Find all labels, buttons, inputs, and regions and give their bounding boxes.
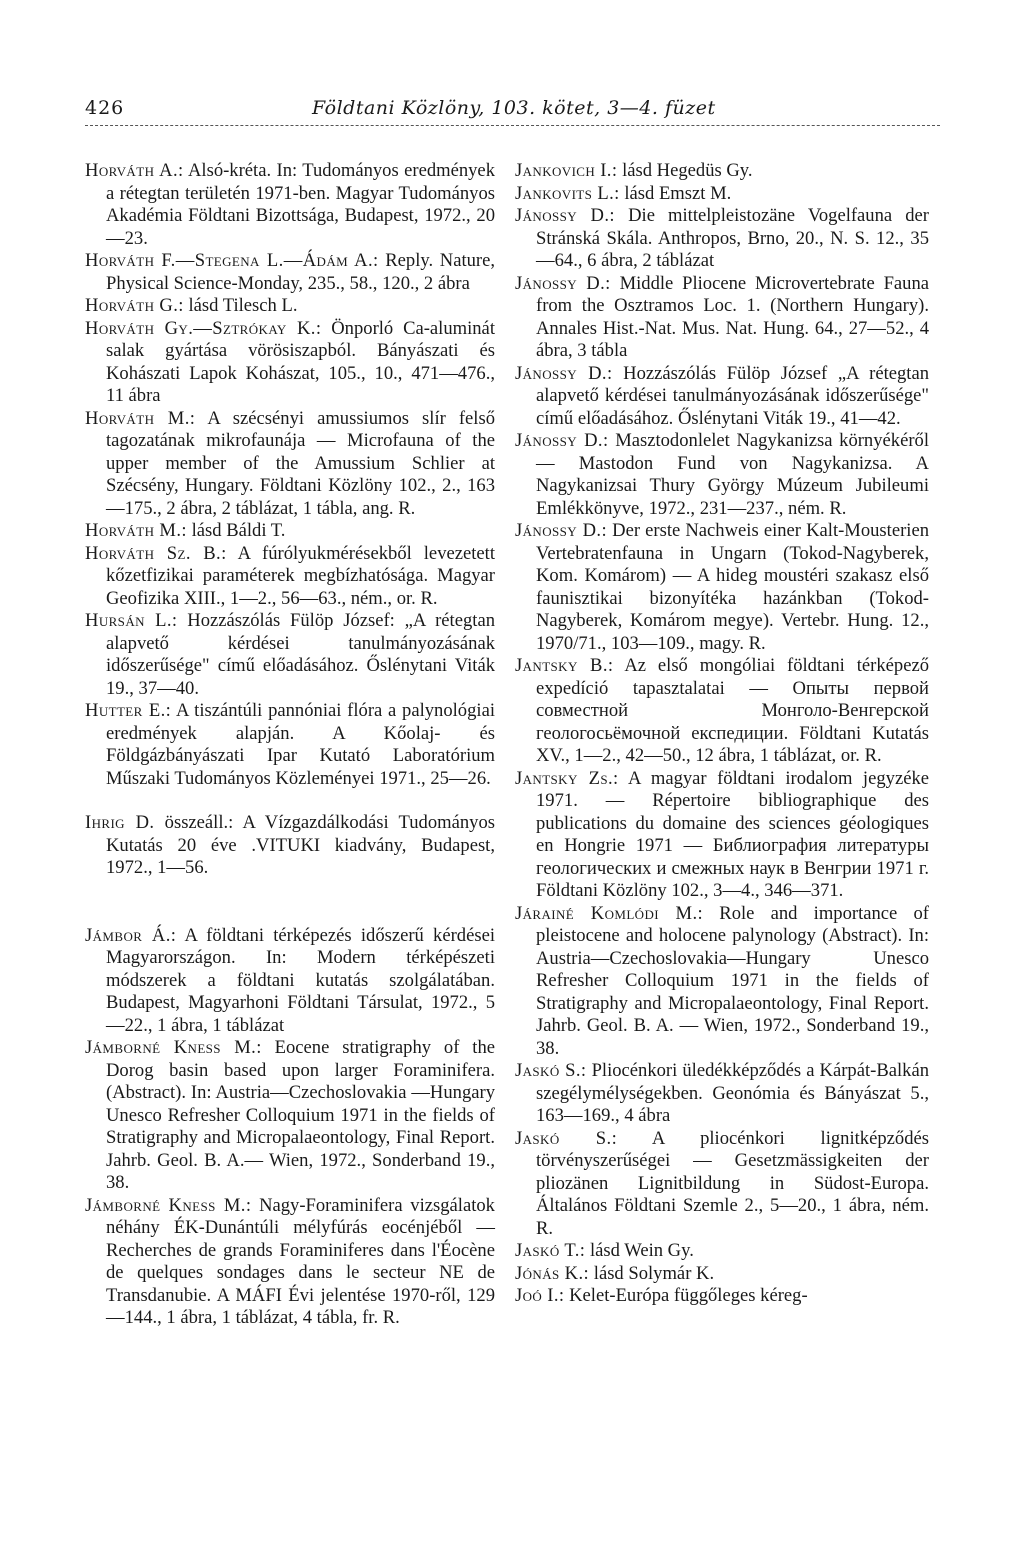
bibliography-entry (85, 250, 495, 295)
entry-author: Horváth M.: (85, 520, 187, 541)
right-column (515, 160, 929, 1308)
header-rule (85, 125, 940, 126)
bibliography-entry (85, 925, 495, 1038)
bibliography-entry (515, 183, 929, 206)
bibliography-entry (515, 1060, 929, 1128)
bibliography-entry (515, 1128, 929, 1241)
bibliography-entry (515, 768, 929, 903)
entry-author: Horváth G.: (85, 295, 184, 316)
bibliography-entry (85, 543, 495, 611)
entry-author: Ihrig D. (85, 812, 155, 833)
bibliography-entry (85, 318, 495, 408)
entry-text: Reply. Nature, Physical Science-Monday, 235., 58., 120., 2 ábra (106, 250, 496, 294)
entry-text: Hozzászólás Fülöp József „A rétegtan alapvető kérdései tanulmányozásának időszerűsége" című előadásához. Őslénytani Viták 19., 41—42. (536, 362, 929, 429)
entry-author: Jámborné Kness M.: (85, 1194, 252, 1216)
entry-text: Kelet-Európa függőleges kéreg- (564, 1285, 808, 1306)
entry-text: lásd Emszt M. (619, 182, 732, 204)
entry-text: Die mittelpleistozäne Vogelfauna der Stránská Skála. Anthropos, Brno, 20., N. S. 12., 35—64., 6 ábra, 2 táblázat (536, 205, 929, 271)
entry-author: Járainé Komlódi M.: (515, 902, 704, 924)
bibliography-entry (85, 1037, 495, 1195)
bibliography-entry (515, 430, 929, 520)
entry-text: A földtani térképezés időszerű kérdései Magyarországon. In: Modern térképészeti módszerek a földtani kutatás szolgálatában. Budapest, Magyarhoni Földtani Társulat, 1972., 5—22., 1 ábra, 1 táblázat (106, 924, 495, 1036)
entry-author: Jantsky Zs.: (515, 767, 619, 789)
entry-author: Joó I.: (515, 1285, 565, 1306)
bibliography-entry (515, 160, 929, 183)
entry-text: lásd Báldi T. (186, 520, 286, 541)
left-column (85, 160, 495, 1330)
entry-text: Alsó-kréta. In: Tudományos eredmények a rétegtan területén 1971-ben. Magyar Tudományos Akadémia Földtani Bizottsága, Budapest, 1972., 20—23. (106, 160, 495, 249)
entry-text: Der erste Nachweis einer Kalt-Mousterien Vertebratenfauna in Ungarn (Tokod-Nagyberek, Kom. Komárom) — A hideg moustéri szakasz első faunisztikai bizonyítéka hazánkban (Tokod-Nagyberek, Komárom megye). Vertebr. Hung. 12., 1970/71., 103—109., magy. R. (536, 520, 929, 654)
bibliography-entry (515, 655, 929, 768)
entry-text: A tiszántúli pannóniai flóra a palynológiai eredmények alapján. A Kőolaj- és Földgázbányászati Ipar Kutató Laboratórium Műszaki Tudományos Közleményei 1971., 25—26. (106, 700, 495, 789)
entry-text: Nagy-Foraminifera vizsgálatok néhány ÉK-Dunántúli mélyfúrás eocénjéből — Recherches de grands Foraminiferes dans l'Éocène de quelques sondages dans le secteur NE de Transdanubie. A MÁFI Évi jelentése 1970-ről, 129—144., 1 ábra, 1 táblázat, 4 tábla, fr. R. (106, 1194, 495, 1328)
page-number: 426 (85, 97, 125, 119)
entry-author: Jankovich I.: (515, 160, 618, 181)
entry-text: lásd Solymár K. (589, 1262, 715, 1284)
entry-text: A szécsényi amussiumos slír felső tagozatának mikrofaunája — Microfauna of the upper member of the Amussium Schlier at Szécsény, Hungary. Földtani Közlöny 102., 2., 163—175., 2 ábra, 2 táblázat, 1 tábla, ang. R. (106, 407, 495, 519)
entry-author: Horváth M.: (85, 407, 196, 429)
entry-text: A fúrólyukmérésekből levezetett kőzetfizikai paraméterek megbízhatósága. Magyar Geofizika XIII., 1—2., 56—63., ném., or. R. (106, 542, 495, 609)
entry-text: lásd Hegedüs Gy. (617, 160, 753, 181)
bibliography-entry (515, 363, 929, 431)
entry-author: Jámborné Kness M.: (85, 1037, 262, 1058)
entry-text: lásd Wein Gy. (585, 1240, 694, 1261)
entry-author: Jánossy D.: (515, 272, 611, 294)
entry-author: Jánossy D.: (515, 520, 608, 541)
entry-author: Jaskó S.: (515, 1060, 587, 1081)
bibliography-entry (515, 903, 929, 1061)
bibliography-entry (515, 205, 929, 273)
bibliography-entry (85, 295, 495, 318)
entry-text: lásd Tilesch L. (183, 295, 298, 316)
entry-text: Masztodonlelet Nagykanizsa környékéről — Mastodon Fund von Nagykanizsa. A Nagykanizsai Thury György Múzeum Jubileumi Emlékkönyve, 1972., 231—237., ném. R. (536, 430, 929, 519)
entry-author: Horváth Gy.—Sztrókay K.: (85, 317, 322, 339)
bibliography-entry (85, 1195, 495, 1330)
bibliography-entry (85, 160, 495, 250)
entry-author: Jankovits L.: (515, 182, 620, 204)
entry-text: Middle Pliocene Microvertebrate Fauna from the Osztramos Loc. 1. (Northern Hungary). Annales Hist.-Nat. Mus. Nat. Hung. 64., 27—52., 4 ábra, 3 tábla (536, 272, 930, 361)
bibliography-entry (515, 1285, 929, 1308)
entry-author: Hutter E.: (85, 700, 172, 721)
entry-text: Pliocénkori üledékképződés a Kárpát-Balkán szegélymélységekben. Geonómia és Bányászat 5., 163—169., 4 ábra (536, 1060, 929, 1126)
entry-author: Horváth F.—Stegena L.—Ádám A.: (85, 250, 379, 271)
entry-text: Hozzászólás Fülöp József: „A rétegtan alapvető kérdései tanulmányozásának időszerűsége" című előadásához. Őslénytani Viták 19., 37—40. (106, 610, 495, 699)
bibliography-entry (515, 1240, 929, 1263)
entry-author: Jónás K.: (515, 1262, 590, 1284)
entry-text: A pliocénkori lignitképződés törvényszerűségei — Gesetzmässigkeiten der pliozänen Lignitbildung in Südost-Europa. Általános Földtani Szemle 2., 5—20., 1 ábra, ném. R. (536, 1127, 929, 1239)
entry-author: Horváth Sz. B.: (85, 542, 227, 564)
entry-author: Jámbor Á.: (85, 924, 177, 946)
entry-author: Jánossy D.: (515, 362, 613, 384)
entry-text: Az első mongóliai földtani térképező expedíció tapasztalatai — Опыты первой совместной Монголо-Венгерской геологосьёмочной експедиции. Földtani Kutatás XV., 1—2., 42—50., 12 ábra, 1 táblázat, or. R. (536, 655, 929, 766)
entry-text: Eocene stratigraphy of the Dorog basin based upon larger Foraminifera. (Abstract). In: Austria—Czechoslovakia —Hungary Unesco Refresher Colloquium 1971 in the fields of Stratigraphy and Micropalaeontology, Final Report. Jahrb. Geol. B. A.— Wien, 1972., Sonderband 19., 38. (106, 1037, 495, 1193)
entry-author: Horváth A.: (85, 160, 184, 181)
entry-text: Role and importance of pleistocene and holocene palynology (Abstract). In: Austria—Czechoslovakia—Hungary Unesco Refresher Colloquium 1971 in the fields of Stratigraphy and Micropalaeontology, Final Report. Jahrb. Geol. B. A. — Wien, 1972., Sonderband 19., 38. (536, 902, 929, 1059)
bibliography-entry (515, 273, 929, 363)
bibliography-entry (85, 812, 495, 880)
entry-author: Jaskó S.: (515, 1127, 618, 1149)
bibliography-entry (85, 610, 495, 700)
entry-text: A magyar földtani irodalom jegyzéke 1971. — Répertoire bibliographique des publications du domaine des sciences géologiques en Hongrie 1971 — Библиография литературы геологических и смежных наук в Венгрии 1971 г. Földtani Közlöny 102., 3—4., 346—371. (536, 767, 929, 901)
bibliography-entry (85, 700, 495, 790)
bibliography-entry (85, 520, 495, 543)
entry-author: Jantsky B.: (515, 655, 614, 676)
entry-author: Jánossy D.: (515, 205, 615, 226)
bibliography-entry (515, 1263, 929, 1286)
entry-author: Jánossy D.: (515, 430, 609, 451)
bibliography-entry (515, 520, 929, 655)
running-header (85, 97, 940, 137)
bibliography-entry (85, 408, 495, 521)
entry-author: Hursán L.: (85, 610, 178, 631)
entry-text: összeáll.: A Vízgazdálkodási Tudományos Kutatás 20 éve .VITUKI kiadvány, Budapest, 1972., 1—56. (106, 812, 495, 878)
journal-title: Földtani Közlöny, 103. kötet, 3—4. füzet (312, 97, 716, 119)
entry-text: Önporló Ca-aluminát salak gyártása vörösiszapból. Bányászati és Kohászati Lapok Kohászat, 105., 10., 471—476., 11 ábra (106, 317, 495, 406)
entry-author: Jaskó T.: (515, 1240, 586, 1261)
